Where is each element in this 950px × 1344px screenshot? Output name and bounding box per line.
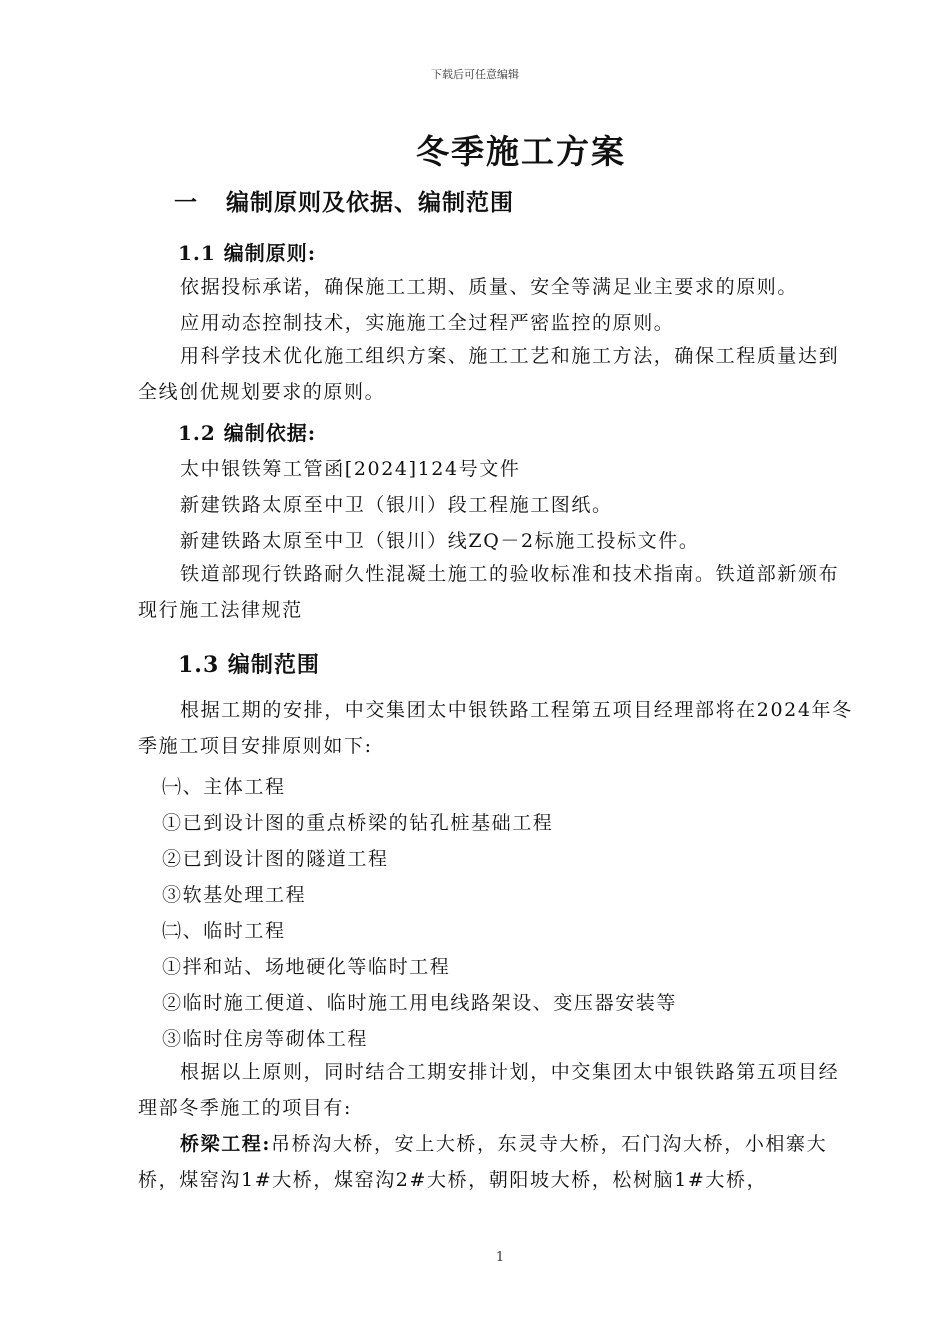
principle-line-1: 依据投标承诺，确保施工工期、质量、安全等满足业主要求的原则。: [180, 276, 799, 298]
principle-line-2: 应用动态控制技术，实施施工全过程严密监控的原则。: [180, 312, 675, 334]
scope-item-1: ㈠、主体工程: [162, 776, 286, 798]
section-number: 一: [174, 189, 198, 216]
subsection-heading-1-3: 1.3 编制范围: [178, 652, 320, 678]
scope-summary-paragraph: 根据以上原则，同时结合工期安排计划，中交集团太中银铁路第五项目经理部冬季施工的项目有:: [138, 1061, 840, 1119]
page-number: 1: [495, 1250, 505, 1265]
page-header: 下载后可任意编辑: [431, 68, 519, 81]
scope-item-8: ③临时住房等砌体工程: [162, 1028, 369, 1050]
scope-item-3: ②已到设计图的隧道工程: [162, 848, 389, 870]
basis-paragraph: 铁道部现行铁路耐久性混凝土施工的验收标准和技术指南。铁道部新颁布现行施工法律规范: [138, 563, 840, 621]
document-title: 冬季施工方案: [416, 132, 626, 171]
subsection-heading-1-1: 1.1 编制原则:: [178, 241, 317, 265]
bridges-text: 吊桥沟大桥，安上大桥，东灵寺大桥，石门沟大桥，小相寨大桥，煤窑沟1#大桥，煤窑沟2#大桥，朝阳坡大桥，松树脑1#大桥，: [138, 1133, 828, 1191]
subsection-heading-1-2: 1.2 编制依据:: [178, 421, 317, 445]
scope-item-6: ①拌和站、场地硬化等临时工程: [162, 956, 451, 978]
section-title: 编制原则及依据、编制范围: [226, 189, 514, 216]
bridges-paragraph: [138, 1126, 858, 1198]
scope-item-4: ③软基处理工程: [162, 884, 307, 906]
scope-item-2: ①已到设计图的重点桥梁的钻孔桩基础工程: [162, 812, 554, 834]
section-heading: [174, 184, 514, 217]
scope-intro-paragraph: 根据工期的安排，中交集团太中银铁路工程第五项目经理部将在2024年冬季施工项目安排原则如下:: [138, 699, 853, 757]
basis-line-2: 新建铁路太原至中卫（银川）段工程施工图纸。: [180, 494, 613, 516]
scope-item-5: ㈡、临时工程: [162, 920, 286, 942]
principle-paragraph: 用科学技术优化施工组织方案、施工工艺和施工方法，确保工程质量达到全线创优规划要求的原则。: [138, 345, 840, 403]
basis-line-3: 新建铁路太原至中卫（银川）线ZQ－2标施工投标文件。: [180, 530, 700, 552]
basis-line-1: 太中银铁筹工管函[2024]124号文件: [180, 458, 521, 480]
scope-item-7: ②临时施工便道、临时施工用电线路架设、变压器安装等: [162, 992, 678, 1014]
bridges-label: 桥梁工程:: [180, 1133, 272, 1155]
